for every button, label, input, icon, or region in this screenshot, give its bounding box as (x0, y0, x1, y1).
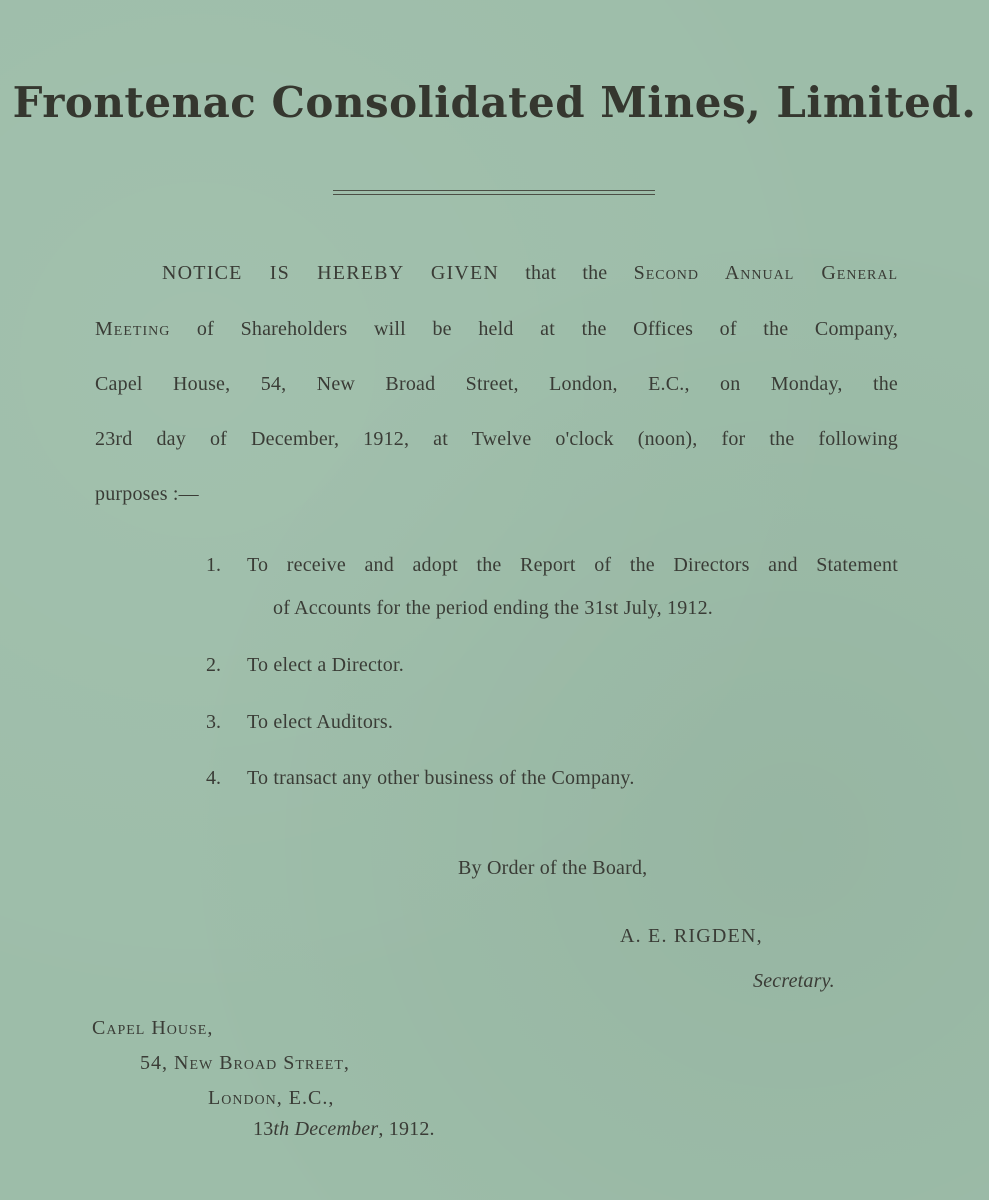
notice-lead: NOTICE IS HEREBY GIVEN (162, 262, 500, 284)
date-day: 13 (253, 1118, 274, 1140)
meeting-name-part2: Meeting (95, 318, 171, 340)
address-line-3: London, E.C., (208, 1087, 335, 1109)
notice-line-1 (162, 262, 898, 285)
item-4-text: To transact any other business of the Company. (247, 767, 635, 789)
notice-line-2-text: of Shareholders will be held at the Offices of the Company, (196, 318, 899, 340)
address-date (253, 1118, 435, 1141)
secretary-title: Secretary. (753, 970, 835, 992)
address-line-2: 54, New Broad Street, (140, 1052, 350, 1074)
item-2-number: 2. (206, 654, 221, 676)
company-title: Frontenac Consolidated Mines, Limited. (12, 78, 977, 127)
item-3-number: 3. (206, 711, 221, 733)
notice-mid: that the (525, 262, 608, 284)
item-2-text: To elect a Director. (247, 654, 404, 676)
by-order-text: By Order of the Board, (458, 857, 648, 879)
item-1-line-2: of Accounts for the period ending the 31st July, 1912. (273, 597, 713, 619)
meeting-name-part1: Second Annual General (633, 262, 898, 284)
item-3-text: To elect Auditors. (247, 711, 394, 733)
title-rule-bottom (333, 194, 655, 195)
notice-line-3: Capel House, 54, New Broad Street, London, E.C., on Monday, the (95, 373, 898, 395)
item-4-number: 4. (206, 767, 221, 789)
address-line-1: Capel House, (92, 1017, 214, 1039)
date-month: December (294, 1118, 379, 1140)
item-1-line-1: To receive and adopt the Report of the Directors and Statement (247, 554, 898, 576)
date-suffix: th (273, 1118, 290, 1140)
notice-line-4: 23rd day of December, 1912, at Twelve o'clock (noon), for the following (95, 428, 898, 450)
date-year: , 1912. (378, 1118, 435, 1140)
secretary-name: A. E. RIGDEN, (620, 925, 763, 947)
notice-line-2 (95, 318, 898, 341)
notice-line-5: purposes :— (95, 483, 199, 505)
item-1-number: 1. (206, 554, 221, 576)
title-rule-top (333, 190, 655, 191)
